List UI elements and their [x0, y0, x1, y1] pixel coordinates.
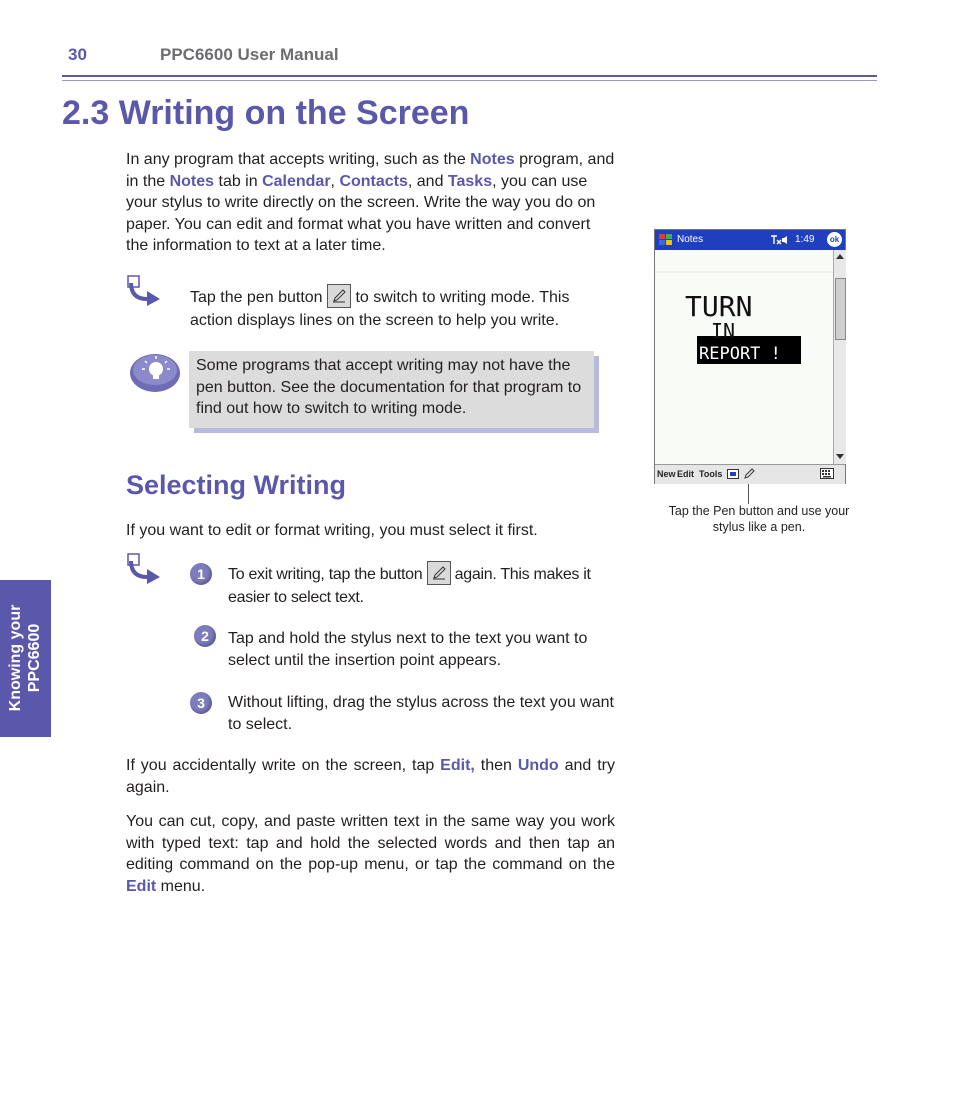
step-number-2: 2	[194, 625, 216, 647]
windows-start-icon	[658, 233, 673, 247]
intro-paragraph: In any program that accepts writing, such as the Notes program, and in the Notes tab in Calendar, Contacts, and Tasks, you can use your stylus to write directly on the screen. Write the way you do on paper. You can edit and format what you have written and convert the information to text at a later time.	[126, 151, 615, 254]
keyboard-switch-icon[interactable]	[727, 469, 739, 479]
step-3-text: Without lifting, drag the stylus across the text you want to select.	[228, 694, 614, 733]
handwriting-line3: REPORT !	[699, 344, 781, 364]
pen-button-icon	[327, 284, 351, 308]
pen-step-text: Tap the pen button to switch to writing mode. This action displays lines on the screen to help you write.	[190, 286, 616, 332]
step-2-text: Tap and hold the stylus next to the text you want to select until the insertion point appears.	[228, 630, 588, 669]
pda-app-title: Notes	[677, 234, 704, 245]
section-title: 2.3 Writing on the Screen	[62, 94, 470, 132]
pda-menu-edit[interactable]: Edit	[677, 469, 694, 479]
pda-screenshot	[654, 229, 846, 484]
speaker-icon	[781, 235, 791, 245]
side-tab-label: Knowing your PPC6600	[7, 604, 43, 712]
tip-text: Some programs that accept writing may not have the pen button. See the documentation for that program to find out how to switch to writing mode.	[196, 357, 582, 417]
select-intro: If you want to edit or format writing, you must select it first.	[126, 522, 538, 539]
tip-lightbulb-icon	[128, 348, 182, 394]
pen-button-icon	[427, 561, 451, 585]
step-number-3: 3	[190, 692, 212, 714]
pda-menubar	[655, 464, 845, 484]
chapter-side-tab	[0, 580, 51, 737]
pda-titlebar	[655, 230, 845, 250]
pda-menu-tools[interactable]: Tools	[699, 469, 723, 479]
pen-mode-icon[interactable]	[743, 468, 755, 480]
subsection-title: Selecting Writing	[126, 470, 347, 500]
pda-scrollbar[interactable]	[833, 250, 846, 464]
pda-writing-canvas[interactable]	[655, 250, 833, 464]
header-rule-thin	[62, 80, 877, 81]
scroll-thumb[interactable]	[835, 278, 846, 340]
handwriting-line1: TURN	[685, 290, 753, 323]
cut-copy-paragraph: You can cut, copy, and paste written text in the same way you work with typed text: tap and hold the selected words and then tap an editing command on the pop-up menu, or tap the command on the Edit menu.	[126, 813, 615, 895]
handwriting-drawing	[655, 250, 833, 464]
pda-clock: 1:49	[795, 234, 815, 245]
header-rule	[62, 75, 877, 77]
scroll-up-icon[interactable]	[835, 252, 845, 260]
scroll-down-icon[interactable]	[835, 453, 845, 461]
manual-title: PPC6600 User Manual	[160, 45, 339, 64]
step-arrow-icon	[127, 275, 163, 307]
step-1-text: To exit writing, tap the button again. This makes it easier to select text.	[228, 563, 618, 609]
pda-ok-button[interactable]: ok	[827, 232, 842, 247]
step-number-1: 1	[190, 563, 212, 585]
tip-box	[189, 351, 594, 428]
caption-callout-line	[748, 484, 749, 504]
figure-caption: Tap the Pen button and use your stylus like a pen.	[668, 504, 850, 534]
handwriting-line2: IN	[711, 319, 736, 343]
page-number: 30	[68, 45, 87, 64]
step-arrow-icon	[127, 553, 163, 585]
input-panel-icon[interactable]	[820, 468, 834, 479]
undo-paragraph: If you accidentally write on the screen, tap Edit, then Undo and try again.	[126, 757, 616, 796]
pda-menu-new[interactable]: New	[657, 469, 676, 479]
